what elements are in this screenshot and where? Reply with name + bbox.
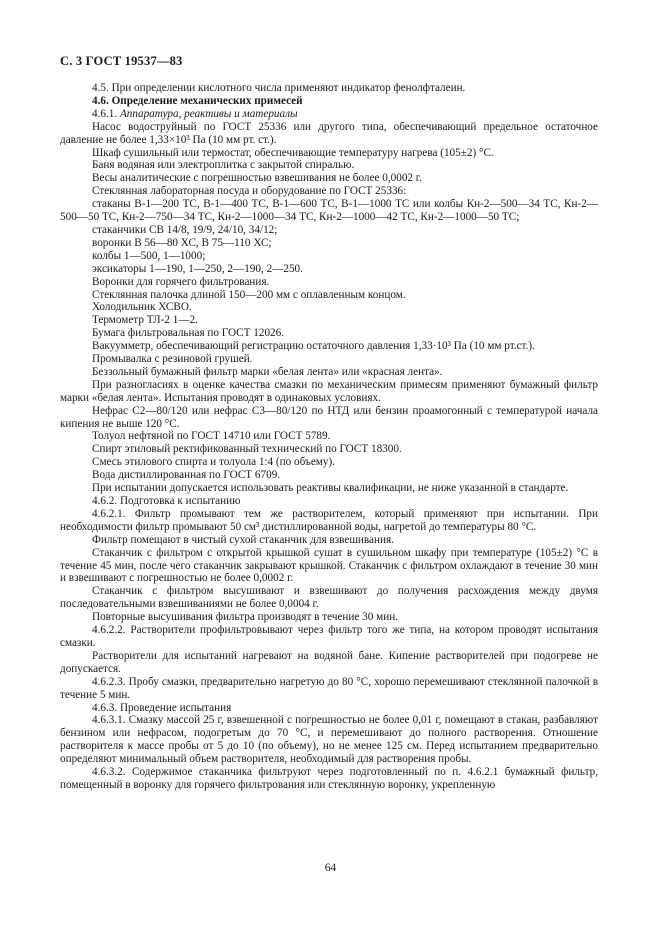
paragraph: колбы 1—500, 1—1000; <box>92 249 206 262</box>
paragraph: Воронки для горячего фильтрования. <box>92 275 270 288</box>
paragraph: Беззольный бумажный фильтр марки «белая лента» или «красная лента». <box>92 365 443 378</box>
paragraph: 4.6.3.2. Содержимое стаканчика фильтруют через подготовленный по п. 4.6.2.1 бумажный фильтр, помещенный в воронку для горячего фильтрования или стеклянную воронку, укрепленную <box>60 766 598 791</box>
paragraph: Фильтр помещают в чистый сухой стаканчик для взвешивания. <box>92 533 394 546</box>
paragraph: эксикаторы 1—190, 1—250, 2—190, 2—250. <box>92 262 303 275</box>
section-title: Аппаратура, реактивы и материалы <box>119 107 298 120</box>
paragraph: Холодильник ХСВО. <box>92 301 192 314</box>
paragraph: Насос водоструйный по ГОСТ 25336 или другого типа, обеспечивающий предельное остаточное давление не более 1,33×10³ Па (10 мм рт. ст.). <box>60 120 598 146</box>
paragraph: Вода дистиллированная по ГОСТ 6709. <box>92 469 281 482</box>
document-body <box>60 82 598 792</box>
paragraph: Толуол нефтяной по ГОСТ 14710 или ГОСТ 5789. <box>92 430 331 443</box>
paragraph: 4.5. При определении кислотного числа применяют индикатор фенолфталеин. <box>92 82 466 94</box>
paragraph: Спирт этиловый ректификованный технический по ГОСТ 18300. <box>92 443 402 456</box>
paragraph: стаканы В-1—200 ТС, В-1—400 ТС, В-1—600 ТС, В-1—1000 ТС или колбы Кн-2—500—34 ТС, Кн-2—500—50 ТС, Кн-2—750—34 ТС, Кн-2—1000—34 ТС, Кн-2—1000—42 ТС, Кн-2—1000—50 ТС; <box>60 198 598 224</box>
section-number: 4.6.1. <box>92 107 118 120</box>
paragraph: 4.6.2.3. Пробу смазки, предварительно нагретую до 80 °С, хорошо перемешивают стеклянной палочкой в течение 5 мин. <box>60 675 598 701</box>
paragraph: Бумага фильтровальная по ГОСТ 12026. <box>92 327 285 340</box>
paragraph: Стаканчик с фильтром с открытой крышкой сушат в сушильном шкафу при температуре (105±2) °С в течение 45 мин, после чего стаканчик закрывают крышкой. Стаканчик с фильтром охлаждают в течение 30 мин и взвешивают с погрешностью не более 0,0002 г. <box>60 546 598 585</box>
paragraph: 4.6.3. Проведение испытания <box>92 701 232 714</box>
paragraph: 4.6.3.1. Смазку массой 25 г, взвешенной с погрешностью не более 0,01 г, помещают в стакан, разбавляют бензином или нефрасом, подогретым до 70 °С, и перемешивают до полного растворения. Отношение растворителя к массе пробы от 5 до 10 (по объему), но не менее 125 см. Перед испытанием предварительно определяют минимальный объем растворителя, необходимый для растворения пробы. <box>60 714 598 766</box>
paragraph: стаканчики СВ 14/8, 19/9, 24/10, 34/12; <box>92 223 278 236</box>
paragraph: Стаканчик с фильтром высушивают и взвешивают до получения расхождения между двумя последовательными взвешиваниями не более 0,0004 г. <box>60 585 598 611</box>
paragraph: 4.6.2. Подготовка к испытанию <box>92 495 241 507</box>
paragraph: воронки В 56—80 ХС, В 75—110 ХС; <box>92 236 272 249</box>
paragraph: Весы аналитические с погрешностью взвешивания не более 0,0002 г. <box>92 172 422 185</box>
paragraph: Шкаф сушильный или термостат, обеспечивающие температуру нагрева (105±2) °С. <box>92 146 494 159</box>
paragraph: Промывалка с резиновой грушей. <box>92 353 253 366</box>
paragraph: Стеклянная лабораторная посуда и оборудование по ГОСТ 25336: <box>92 185 407 198</box>
paragraph: Термометр ТЛ-2 1—2. <box>92 314 198 327</box>
paragraph: При разногласиях в оценке качества смазки по механическим примесям применяют бумажный фильтр марки «белая лента». Испытания проводят в одинаковых условиях. <box>60 378 598 404</box>
paragraph: 4.6.2.2. Растворители профильтровывают через фильтр того же типа, на котором проводят испытания смазки. <box>60 624 598 649</box>
page-number: 64 <box>324 862 337 874</box>
paragraph: При испытании допускается использовать реактивы квалификации, не ниже указанной в стандарте. <box>92 482 569 495</box>
paragraph: 4.6. Определение механических примесей <box>92 94 303 107</box>
paragraph: Смесь этилового спирта и толуола 1:4 (по объему). <box>92 456 335 469</box>
paragraph: Баня водяная или электроплитка с закрытой спиралью. <box>92 159 355 172</box>
paragraph: Растворители для испытаний нагревают на водяной бане. Кипение растворителей при подогреве не допускается. <box>60 649 598 675</box>
paragraph: Нефрас С2—80/120 или нефрас С3—80/120 по НТД или бензин проамогонный с температурой начала кипения не выше 120 °С. <box>60 404 598 430</box>
paragraph: 4.6.2.1. Фильтр промывают тем же растворителем, который применяют при испытании. При необходимости фильтр промывают 50 см³ дистиллированной воды, нагретой до температуры 80 °С. <box>60 507 598 533</box>
paragraph: Вакуумметр, обеспечивающий регистрацию остаточного давления 1,33·10³ Па (10 мм рт.ст.). <box>92 340 535 353</box>
paragraph: Стеклянная палочка длиной 150—200 мм с оплавленным концом. <box>92 288 406 301</box>
paragraph <box>60 108 598 121</box>
paragraph: Повторные высушивания фильтра производят в течение 30 мин. <box>92 611 398 624</box>
page-header: С. 3 ГОСТ 19537—83 <box>60 54 183 68</box>
